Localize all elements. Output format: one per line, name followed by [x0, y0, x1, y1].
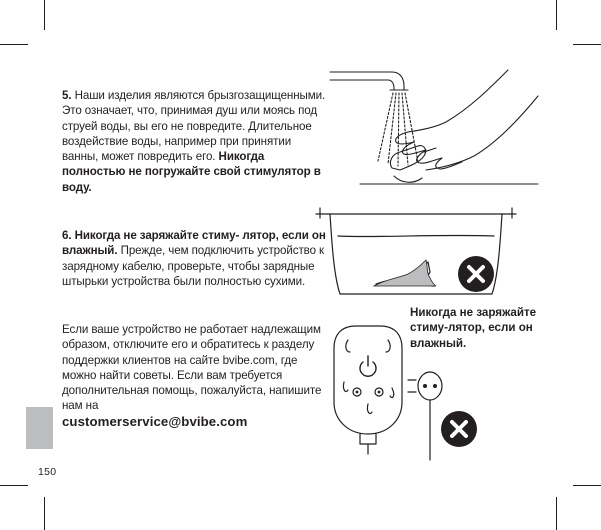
section-6-text: Прежде, чем подключить устройство к зарядному кабелю, проверьте, чтобы зарядные штырьки устройства были полностью сухими. [62, 244, 325, 288]
support-text: Если ваше устройство не работает надлежащим образом, отключите его и обратитесь к разделу поддержки клиентов на сайте bvibe.com, где можно найти советы. Если вам требуется дополнительная помощь, пожалуйста, напишите нам на [62, 323, 322, 413]
section-5-warning: Никогда полностью не погружайте свой стимулятор в воду. [62, 150, 321, 194]
crop-mark-bottom-left [44, 497, 45, 530]
crop-mark-bottom-right [556, 497, 557, 530]
page-number: 150 [38, 466, 57, 478]
charging-warning-caption: Никогда не заряжайте стиму-лятор, если он влажный. [410, 306, 537, 350]
crop-mark-top-left-h [0, 44, 28, 45]
crop-mark-bottom-left-h [0, 485, 28, 486]
support-paragraph [62, 322, 328, 430]
support-email-link[interactable]: customerservice@bvibe.com [62, 413, 248, 429]
section-6-paragraph [62, 228, 328, 289]
section-5-number: 5. [62, 89, 72, 102]
section-5-text: Наши изделия являются брызгозащищенными. Это означает, что, принимая душ или моясь под струей воды, вы его не повредите. Длительное воздействие воды, например при принятии ванны, может повредить его. [62, 89, 326, 164]
crop-mark-top-right [556, 0, 557, 30]
prohibited-x-icon [457, 255, 495, 293]
prohibited-x-icon [440, 410, 478, 448]
faucet-washing-hands-illustration [330, 66, 540, 206]
crop-mark-bottom-right-h [573, 485, 601, 486]
crop-mark-top-right-h [573, 44, 601, 45]
section-5-paragraph [62, 88, 328, 195]
crop-mark-top-left [44, 0, 45, 30]
charging-device-illustration [330, 318, 445, 463]
section-6-heading: 6. Никогда не заряжайте стиму- лятор, если он влажный. [62, 229, 326, 258]
chapter-tab [26, 407, 53, 449]
